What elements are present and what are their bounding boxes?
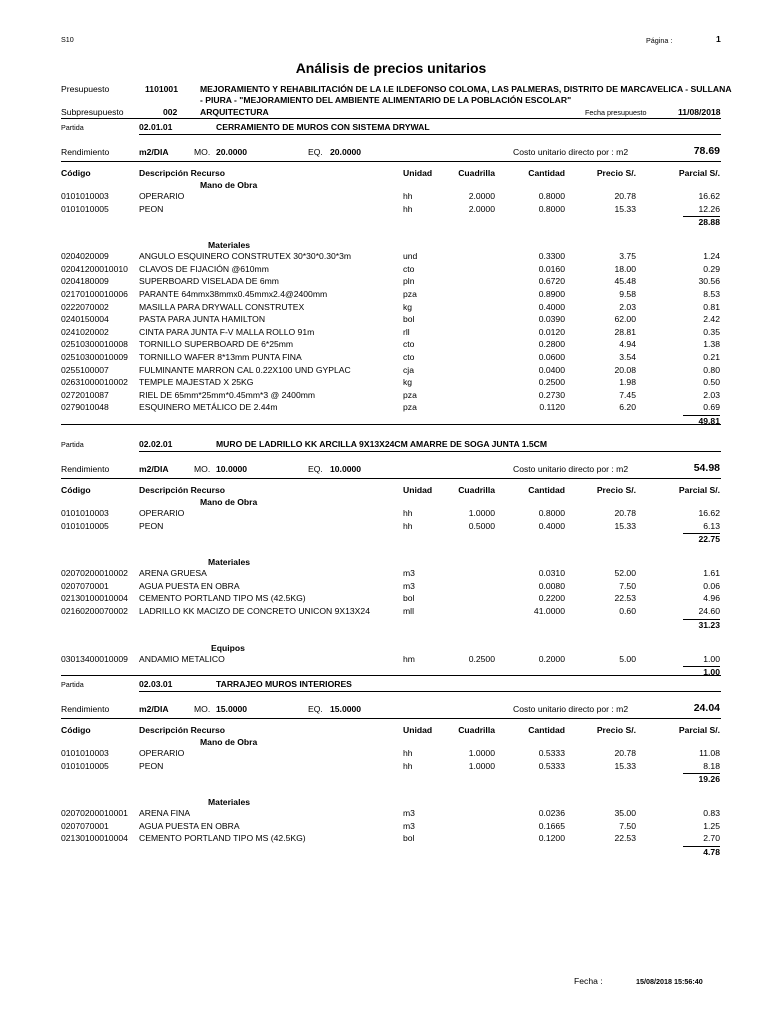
cell-cantidad: 0.0120 bbox=[538, 326, 565, 337]
cell-cantidad: 0.1120 bbox=[539, 402, 565, 413]
mo-value: 20.0000 bbox=[216, 147, 248, 157]
cell-parcial: 16.62 bbox=[698, 508, 720, 518]
cell-parcial: 4.96 bbox=[703, 593, 720, 604]
eq-value: 10.0000 bbox=[330, 464, 362, 474]
cell-precio: 7.45 bbox=[619, 389, 636, 400]
table-row bbox=[0, 289, 768, 302]
group-subtotal: 49.81 bbox=[698, 416, 720, 426]
cell-parcial: 1.24 bbox=[703, 251, 720, 262]
cell-unidad: pza bbox=[403, 389, 417, 400]
cell-codigo: 02070200010001 bbox=[61, 808, 128, 819]
fecha-presupuesto-value: 11/08/2018 bbox=[678, 107, 721, 117]
col-descripcion: Descripción Recurso bbox=[139, 168, 225, 178]
rendimiento-divider bbox=[61, 478, 721, 479]
cell-descripcion: CEMENTO PORTLAND TIPO MS (42.5KG) bbox=[139, 833, 306, 844]
table-row bbox=[0, 593, 768, 606]
cell-codigo: 02070200010002 bbox=[61, 568, 128, 579]
group-subtotal: 31.23 bbox=[698, 619, 720, 630]
cell-codigo: 0101010003 bbox=[61, 191, 109, 201]
table-header bbox=[0, 168, 768, 181]
partida-section bbox=[0, 439, 768, 678]
partida-label: Partida bbox=[61, 680, 84, 689]
cell-unidad: bol bbox=[403, 314, 415, 325]
cell-descripcion: TEMPLE MAJESTAD X 25KG bbox=[139, 377, 254, 388]
cell-codigo: 02510300010008 bbox=[61, 339, 128, 350]
partida-section bbox=[0, 122, 768, 426]
cell-parcial: 12.26 bbox=[698, 203, 720, 214]
cell-codigo: 02130100010004 bbox=[61, 593, 128, 604]
cell-precio: 5.00 bbox=[619, 653, 636, 664]
cell-descripcion: OPERARIO bbox=[139, 191, 185, 201]
partida-label: Partida bbox=[61, 440, 84, 449]
rendimiento-divider bbox=[61, 718, 721, 719]
rendimiento-label: Rendimiento bbox=[61, 147, 110, 157]
cell-descripcion: PEON bbox=[139, 760, 164, 771]
table-header bbox=[0, 725, 768, 738]
col-parcial: Parcial S/. bbox=[678, 168, 720, 178]
col-cuadrilla: Cuadrilla bbox=[458, 168, 495, 178]
cell-unidad: m3 bbox=[403, 820, 415, 831]
table-row bbox=[0, 581, 768, 594]
cell-cantidad: 0.0080 bbox=[538, 580, 565, 591]
cell-cuadrilla: 1.0000 bbox=[468, 748, 495, 758]
mo-label: MO. bbox=[194, 464, 211, 474]
cell-cuadrilla: 1.0000 bbox=[468, 760, 495, 771]
cell-cantidad: 0.0160 bbox=[538, 263, 565, 274]
cell-precio: 35.00 bbox=[614, 808, 636, 819]
eq-label: EQ. bbox=[308, 147, 323, 157]
cell-descripcion: PEON bbox=[139, 520, 164, 531]
cell-cantidad: 41.0000 bbox=[533, 606, 565, 616]
table-row bbox=[0, 276, 768, 289]
page-label: Página : bbox=[646, 36, 673, 45]
cell-parcial: 1.61 bbox=[703, 568, 720, 579]
costo-label: Costo unitario directo por : m2 bbox=[513, 464, 629, 474]
cell-cantidad: 0.8000 bbox=[538, 203, 565, 214]
cell-descripcion: AGUA PUESTA EN OBRA bbox=[139, 580, 240, 591]
col-descripcion: Descripción Recurso bbox=[139, 485, 225, 495]
mo-value: 10.0000 bbox=[216, 464, 248, 474]
table-row bbox=[0, 204, 768, 217]
report-code: S10 bbox=[61, 35, 74, 44]
col-unidad: Unidad bbox=[403, 725, 433, 735]
table-row bbox=[0, 748, 768, 761]
cell-precio: 20.08 bbox=[614, 364, 636, 375]
cell-unidad: hh bbox=[403, 508, 413, 518]
cell-precio: 45.48 bbox=[614, 276, 636, 287]
cell-parcial: 2.70 bbox=[703, 833, 720, 844]
table-row bbox=[0, 264, 768, 277]
partida-name: CERRAMIENTO DE MUROS CON SISTEMA DRYWAL bbox=[216, 122, 430, 132]
cell-cantidad: 0.2800 bbox=[538, 339, 565, 350]
cell-descripcion: ARENA GRUESA bbox=[139, 568, 207, 579]
table-row bbox=[0, 833, 768, 846]
cell-codigo: 0255100007 bbox=[61, 364, 109, 375]
cell-cantidad: 0.0310 bbox=[538, 568, 565, 579]
cell-precio: 7.50 bbox=[619, 820, 636, 831]
group-label: Mano de Obra bbox=[200, 497, 258, 507]
cell-descripcion: PEON bbox=[139, 203, 164, 214]
costo-label: Costo unitario directo por : m2 bbox=[513, 147, 629, 157]
col-descripcion: Descripción Recurso bbox=[139, 725, 225, 735]
cell-cantidad: 0.0400 bbox=[538, 364, 565, 375]
cell-parcial: 0.50 bbox=[703, 377, 720, 388]
costo-value: 24.04 bbox=[693, 702, 720, 714]
mo-label: MO. bbox=[194, 704, 211, 714]
cell-codigo: 0101010005 bbox=[61, 203, 109, 214]
cell-precio: 20.78 bbox=[614, 748, 636, 758]
cell-precio: 9.58 bbox=[619, 289, 636, 299]
col-codigo: Código bbox=[61, 485, 91, 495]
eq-label: EQ. bbox=[308, 704, 323, 714]
cell-unidad: m3 bbox=[403, 808, 415, 819]
cell-unidad: hm bbox=[403, 653, 415, 664]
partida-name: TARRAJEO MUROS INTERIORES bbox=[216, 679, 352, 689]
cell-descripcion: ANGULO ESQUINERO CONSTRUTEX 30*30*0.30*3m bbox=[139, 251, 352, 262]
cell-codigo: 03013400010009 bbox=[61, 653, 128, 664]
table-row bbox=[0, 402, 768, 415]
cell-cuadrilla: 1.0000 bbox=[468, 508, 495, 518]
cell-precio: 4.94 bbox=[619, 339, 636, 350]
cell-precio: 62.00 bbox=[614, 314, 636, 325]
cell-parcial: 0.06 bbox=[703, 580, 720, 591]
cell-parcial: 24.60 bbox=[698, 606, 720, 616]
cell-unidad: bol bbox=[403, 833, 415, 844]
section-end-divider bbox=[61, 675, 721, 676]
group-label: Materiales bbox=[208, 240, 251, 251]
group-subtotal: 4.78 bbox=[703, 847, 720, 857]
col-cuadrilla: Cuadrilla bbox=[458, 485, 495, 495]
cell-unidad: pza bbox=[403, 289, 417, 299]
cell-cantidad: 0.5333 bbox=[538, 748, 565, 758]
cell-precio: 6.20 bbox=[619, 402, 636, 413]
table-row bbox=[0, 302, 768, 315]
subpresupuesto-code: 002 bbox=[163, 107, 178, 117]
presupuesto-name-line2: - PIURA - "MEJORAMIENTO DEL AMBIENTE ALIMENTARIO DE LA POBLACIÓN ESCOLAR" bbox=[200, 95, 572, 105]
table-row bbox=[0, 339, 768, 352]
cell-precio: 0.60 bbox=[619, 606, 636, 616]
cell-precio: 3.54 bbox=[619, 352, 636, 362]
cell-codigo: 02170100010006 bbox=[61, 289, 128, 299]
col-cuadrilla: Cuadrilla bbox=[458, 725, 495, 735]
table-row bbox=[0, 606, 768, 619]
cell-descripcion: OPERARIO bbox=[139, 748, 185, 758]
col-cantidad: Cantidad bbox=[528, 485, 565, 495]
cell-codigo: 0222070002 bbox=[61, 301, 109, 312]
cell-cuadrilla: 2.0000 bbox=[468, 203, 495, 214]
cell-descripcion: SUPERBOARD VISELADA DE 6mm bbox=[139, 276, 279, 287]
col-precio: Precio S/. bbox=[596, 168, 636, 178]
cell-unidad: und bbox=[403, 251, 418, 262]
table-row bbox=[0, 568, 768, 581]
cell-parcial: 16.62 bbox=[698, 191, 720, 201]
cell-cantidad: 0.2000 bbox=[538, 653, 565, 664]
group-subtotal: 28.88 bbox=[698, 217, 720, 228]
cell-cantidad: 0.0600 bbox=[538, 352, 565, 362]
partida-label: Partida bbox=[61, 123, 84, 132]
presupuesto-label: Presupuesto bbox=[61, 84, 110, 94]
col-parcial: Parcial S/. bbox=[678, 725, 720, 735]
cell-cantidad: 0.2500 bbox=[538, 377, 565, 388]
cell-precio: 7.50 bbox=[619, 580, 636, 591]
cell-descripcion: TORNILLO WAFER 8*13mm PUNTA FINA bbox=[139, 352, 302, 362]
cell-descripcion: PASTA PARA JUNTA HAMILTON bbox=[139, 314, 266, 325]
cell-unidad: pln bbox=[403, 276, 415, 287]
table-row bbox=[0, 327, 768, 340]
mo-value: 15.0000 bbox=[216, 704, 248, 714]
cell-unidad: pza bbox=[403, 402, 417, 413]
presupuesto-name-line1: MEJORAMIENTO Y REHABILITACIÓN DE LA I.E ILDEFONSO COLOMA, LAS PALMERAS, DISTRITO DE MARCAVELICA - SULLANA bbox=[200, 84, 732, 94]
cell-precio: 28.81 bbox=[614, 326, 636, 337]
table-header bbox=[0, 485, 768, 498]
cell-descripcion: FULMINANTE MARRON CAL 0.22X100 UND GYPLAC bbox=[139, 364, 351, 375]
subpresupuesto-name: ARQUITECTURA bbox=[200, 107, 269, 117]
cell-codigo: 0241020002 bbox=[61, 326, 109, 337]
cell-unidad: hh bbox=[403, 203, 413, 214]
section-end-divider bbox=[61, 424, 721, 425]
cell-cantidad: 0.8000 bbox=[538, 508, 565, 518]
group-label: Equipos bbox=[211, 642, 245, 653]
partida-code: 02.02.01 bbox=[139, 439, 173, 449]
cell-parcial: 0.29 bbox=[703, 263, 720, 274]
cell-cuadrilla: 0.5000 bbox=[468, 520, 495, 531]
group-subtotal: 19.26 bbox=[698, 774, 720, 785]
table-row bbox=[0, 314, 768, 327]
cell-descripcion: RIEL DE 65mm*25mm*0.45mm*3 @ 2400mm bbox=[139, 389, 316, 400]
cell-codigo: 0204180009 bbox=[61, 276, 109, 287]
cell-codigo: 0101010003 bbox=[61, 748, 109, 758]
cell-precio: 15.33 bbox=[614, 760, 636, 771]
cell-cantidad: 0.8900 bbox=[538, 289, 565, 299]
table-row bbox=[0, 390, 768, 403]
cell-parcial: 1.00 bbox=[703, 653, 720, 664]
cell-codigo: 0101010003 bbox=[61, 508, 109, 518]
cell-descripcion: ANDAMIO METALICO bbox=[139, 653, 225, 664]
group-label: Mano de Obra bbox=[200, 737, 258, 747]
cell-codigo: 0101010005 bbox=[61, 760, 109, 771]
col-unidad: Unidad bbox=[403, 485, 433, 495]
col-unidad: Unidad bbox=[403, 168, 433, 178]
cell-precio: 2.03 bbox=[619, 301, 636, 312]
table-row bbox=[0, 365, 768, 378]
cell-codigo: 0207070001 bbox=[61, 820, 109, 831]
cell-cantidad: 0.6720 bbox=[538, 276, 565, 287]
cell-cantidad: 0.2730 bbox=[538, 389, 565, 400]
cell-unidad: bol bbox=[403, 593, 415, 604]
cell-descripcion: TORNILLO SUPERBOARD DE 6*25mm bbox=[139, 339, 294, 350]
rendimiento-value: m2/DIA bbox=[139, 147, 169, 157]
cell-parcial: 0.81 bbox=[703, 301, 720, 312]
eq-label: EQ. bbox=[308, 464, 323, 474]
cell-unidad: cto bbox=[403, 263, 415, 274]
table-row bbox=[0, 508, 768, 521]
footer-fecha-value: 15/08/2018 15:56:40 bbox=[636, 977, 703, 986]
rendimiento-value: m2/DIA bbox=[139, 464, 169, 474]
cell-codigo: 02510300010009 bbox=[61, 352, 128, 362]
presupuesto-code: 1101001 bbox=[145, 84, 178, 94]
cell-codigo: 0204020009 bbox=[61, 251, 109, 262]
cell-unidad: cto bbox=[403, 339, 415, 350]
cell-unidad: hh bbox=[403, 760, 413, 771]
cell-parcial: 0.69 bbox=[703, 402, 720, 413]
cell-parcial: 6.13 bbox=[703, 520, 720, 531]
cell-cantidad: 0.8000 bbox=[538, 191, 565, 201]
cell-descripcion: PARANTE 64mmx38mmx0.45mmx2.4@2400mm bbox=[139, 289, 328, 299]
table-row bbox=[0, 761, 768, 774]
group-subtotal: 22.75 bbox=[698, 534, 720, 545]
cell-cantidad: 0.3300 bbox=[538, 251, 565, 262]
cell-cantidad: 0.4000 bbox=[538, 301, 565, 312]
cell-unidad: kg bbox=[403, 301, 413, 312]
cell-precio: 15.33 bbox=[614, 520, 636, 531]
cell-descripcion: ARENA FINA bbox=[139, 808, 191, 819]
cell-descripcion: CLAVOS DE FIJACIÓN @610mm bbox=[139, 263, 269, 274]
cell-cuadrilla: 2.0000 bbox=[468, 191, 495, 201]
cell-cantidad: 0.0390 bbox=[538, 314, 565, 325]
cell-cantidad: 0.5333 bbox=[538, 760, 565, 771]
cell-codigo: 0207070001 bbox=[61, 580, 109, 591]
cell-parcial: 1.25 bbox=[703, 820, 720, 831]
group-label: Materiales bbox=[208, 557, 251, 568]
cell-parcial: 0.21 bbox=[703, 352, 720, 362]
col-cantidad: Cantidad bbox=[528, 725, 565, 735]
partida-code: 02.01.01 bbox=[139, 122, 173, 132]
partida-name: MURO DE LADRILLO KK ARCILLA 9X13X24CM AMARRE DE SOGA JUNTA 1.5CM bbox=[216, 439, 548, 449]
col-codigo: Código bbox=[61, 168, 91, 178]
cell-codigo: 0101010005 bbox=[61, 520, 109, 531]
table-row bbox=[0, 191, 768, 204]
cell-codigo: 0240150004 bbox=[61, 314, 109, 325]
group-label: Materiales bbox=[208, 797, 251, 808]
cell-precio: 15.33 bbox=[614, 203, 636, 214]
table-row bbox=[0, 521, 768, 534]
col-codigo: Código bbox=[61, 725, 91, 735]
cell-unidad: mll bbox=[403, 606, 414, 616]
table-row bbox=[0, 654, 768, 667]
cell-unidad: cja bbox=[403, 364, 414, 375]
footer-fecha-label: Fecha : bbox=[574, 976, 603, 986]
cell-unidad: kg bbox=[403, 377, 413, 388]
costo-label: Costo unitario directo por : m2 bbox=[513, 704, 629, 714]
subpresupuesto-label: Subpresupuesto bbox=[61, 107, 124, 117]
eq-value: 15.0000 bbox=[330, 704, 362, 714]
partida-code: 02.03.01 bbox=[139, 679, 173, 689]
header-divider bbox=[61, 118, 721, 119]
cell-precio: 3.75 bbox=[619, 251, 636, 262]
cell-cantidad: 0.1665 bbox=[538, 820, 565, 831]
rendimiento-label: Rendimiento bbox=[61, 464, 110, 474]
cell-unidad: cto bbox=[403, 352, 415, 362]
cell-cantidad: 0.4000 bbox=[538, 520, 565, 531]
group-subtotal: 1.00 bbox=[703, 667, 720, 678]
cell-parcial: 1.38 bbox=[703, 339, 720, 350]
partida-divider bbox=[139, 691, 721, 692]
cell-precio: 1.98 bbox=[619, 377, 636, 388]
cell-unidad: m3 bbox=[403, 568, 415, 579]
table-row bbox=[0, 377, 768, 390]
eq-value: 20.0000 bbox=[330, 147, 362, 157]
col-precio: Precio S/. bbox=[596, 725, 636, 735]
partida-divider bbox=[139, 451, 721, 452]
cell-cantidad: 0.0236 bbox=[538, 808, 565, 819]
rendimiento-label: Rendimiento bbox=[61, 704, 110, 714]
mo-label: MO. bbox=[194, 147, 211, 157]
cell-parcial: 8.18 bbox=[703, 760, 720, 771]
cell-precio: 52.00 bbox=[614, 568, 636, 579]
cell-precio: 22.53 bbox=[614, 833, 636, 844]
rendimiento-value: m2/DIA bbox=[139, 704, 169, 714]
cell-codigo: 02160200070002 bbox=[61, 606, 128, 616]
cell-unidad: rll bbox=[403, 326, 410, 337]
cell-parcial: 30.56 bbox=[698, 276, 720, 287]
cell-cantidad: 0.2200 bbox=[538, 593, 565, 604]
cell-descripcion: OPERARIO bbox=[139, 508, 185, 518]
group-label: Mano de Obra bbox=[200, 180, 258, 190]
cell-descripcion: ESQUINERO METÁLICO DE 2.44m bbox=[139, 402, 278, 413]
cell-unidad: m3 bbox=[403, 580, 415, 591]
costo-value: 54.98 bbox=[693, 462, 720, 474]
cell-precio: 20.78 bbox=[614, 191, 636, 201]
table-row bbox=[0, 821, 768, 834]
page-title: Análisis de precios unitarios bbox=[295, 60, 487, 76]
costo-value: 78.69 bbox=[693, 145, 720, 157]
cell-precio: 20.78 bbox=[614, 508, 636, 518]
cell-descripcion: CEMENTO PORTLAND TIPO MS (42.5KG) bbox=[139, 593, 306, 604]
cell-unidad: hh bbox=[403, 520, 413, 531]
partida-divider bbox=[139, 134, 721, 135]
cell-precio: 18.00 bbox=[614, 263, 636, 274]
cell-codigo: 02130100010004 bbox=[61, 833, 128, 844]
col-cantidad: Cantidad bbox=[528, 168, 565, 178]
cell-cantidad: 0.1200 bbox=[538, 833, 565, 844]
cell-parcial: 2.42 bbox=[703, 314, 720, 325]
cell-codigo: 0279010048 bbox=[61, 402, 109, 413]
table-row bbox=[0, 808, 768, 821]
cell-descripcion: CINTA PARA JUNTA F-V MALLA ROLLO 91m bbox=[139, 326, 315, 337]
cell-codigo: 02631000010002 bbox=[61, 377, 128, 388]
col-parcial: Parcial S/. bbox=[678, 485, 720, 495]
cell-parcial: 8.53 bbox=[703, 289, 720, 299]
cell-codigo: 0272010087 bbox=[61, 389, 109, 400]
fecha-presupuesto-label: Fecha presupuesto bbox=[585, 108, 647, 117]
cell-unidad: hh bbox=[403, 748, 413, 758]
table-row bbox=[0, 352, 768, 365]
rendimiento-divider bbox=[61, 161, 721, 162]
cell-descripcion: AGUA PUESTA EN OBRA bbox=[139, 820, 240, 831]
cell-precio: 22.53 bbox=[614, 593, 636, 604]
cell-parcial: 0.83 bbox=[703, 808, 720, 819]
cell-parcial: 0.35 bbox=[703, 326, 720, 337]
cell-codigo: 02041200010010 bbox=[61, 263, 128, 274]
page-number: 1 bbox=[716, 34, 721, 44]
cell-descripcion: LADRILLO KK MACIZO DE CONCRETO UNICON 9X13X24 bbox=[139, 606, 370, 616]
partida-section bbox=[0, 679, 768, 857]
cell-parcial: 11.08 bbox=[699, 748, 720, 758]
col-precio: Precio S/. bbox=[596, 485, 636, 495]
cell-parcial: 2.03 bbox=[703, 389, 720, 400]
cell-descripcion: MASILLA PARA DRYWALL CONSTRUTEX bbox=[139, 301, 305, 312]
cell-unidad: hh bbox=[403, 191, 413, 201]
cell-cuadrilla: 0.2500 bbox=[468, 653, 495, 664]
cell-parcial: 0.80 bbox=[703, 364, 720, 375]
table-row bbox=[0, 251, 768, 264]
